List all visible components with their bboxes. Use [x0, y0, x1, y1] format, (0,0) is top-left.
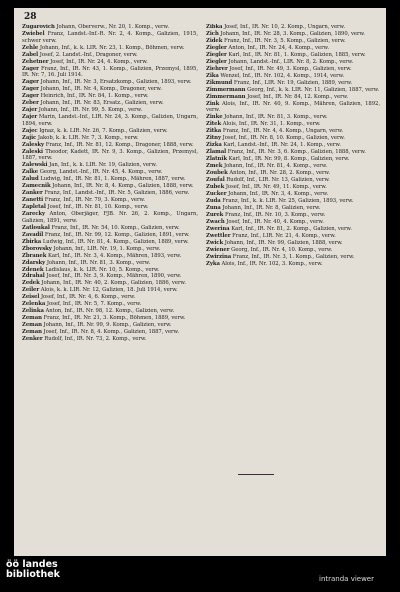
entry-text: Georg, Inf., IR. Nr. 4, 10. Komp., verw.	[231, 247, 333, 254]
entry-text: Georg, Inf., k. k. LIR. Nr. 11, Galizien, 1887, verw.	[247, 86, 380, 93]
list-item	[22, 308, 198, 315]
list-item	[22, 329, 198, 336]
list-item	[22, 66, 198, 79]
entry-text: Theodor, Kadett, IR. Nr. 9, 3. Komp., Galizien, Przemysl, 1887, verw.	[22, 148, 198, 162]
entry-text: Karl, Landst.-Inf., IR. Nr. 24, 1. Komp., verw.	[223, 142, 341, 149]
entry-name: Zlamal	[206, 149, 227, 156]
list-item	[206, 240, 380, 247]
list-item	[206, 80, 380, 87]
list-item	[22, 190, 198, 197]
entry-text: Franz, Inf., LIR. Nr. 19, Galizien, 1889, verw.	[233, 79, 353, 86]
list-item	[22, 142, 198, 149]
entry-text: Johann, Inf., IR. Nr. 99, Galizien, 1888, verw.	[224, 240, 343, 247]
list-item	[206, 261, 380, 268]
list-item	[22, 301, 198, 308]
entry-name: Zelinka	[22, 308, 44, 315]
list-item	[22, 24, 198, 31]
list-item	[206, 247, 380, 254]
list-item	[22, 336, 198, 343]
entry-name: Zajec	[22, 127, 38, 134]
list-item	[22, 197, 198, 204]
list-item	[206, 219, 380, 226]
list-item	[22, 232, 198, 239]
viewer-label: intranda viewer	[319, 575, 374, 583]
entry-text: Wenzel, Inf., IR. Nr. 102, 4. Komp., 1914, verw.	[220, 72, 345, 79]
entry-name: Zich	[206, 30, 219, 37]
entry-name: Zitny	[206, 135, 222, 142]
list-item	[206, 212, 380, 219]
list-item	[22, 107, 198, 114]
list-item	[22, 204, 198, 211]
list-item	[206, 38, 380, 45]
entry-name: Zanetti	[22, 197, 44, 204]
list-item	[22, 79, 198, 86]
entry-text: Ludwig, Inf., IR. Nr. 81, 1. Komp., Mähren, 1887, verw.	[40, 176, 186, 183]
entry-name: Zizka	[206, 142, 222, 149]
entry-name: Zinke	[206, 114, 223, 121]
entry-text: Josef, Inf., IR. Nr. 40, 4. Komp., verw.	[226, 219, 324, 226]
list-item	[206, 170, 380, 177]
entry-text: Josef, Inf., IR. Nr. 4, 6. Komp., verw.	[40, 294, 136, 301]
entry-name: Ziehrer	[206, 65, 228, 72]
list-item	[206, 198, 380, 205]
entry-text: Karl, Inf., IR. Nr. 99, 8. Komp., Galizien, verw.	[228, 156, 350, 163]
entry-text: Johann, Inf., IR. Nr. 83, Ersatz., Galizien, verw.	[40, 100, 164, 107]
entry-name: Zwiebel	[22, 30, 45, 37]
entry-text: Josef, Inf., IR. Nr. 3, 9. Komp., Mähren, 1890, verw.	[46, 273, 182, 280]
entry-text: Franz, Inf., IR. Nr. 3, 6. Komp., Galizien, 1888, verw.	[227, 149, 366, 156]
list-item	[206, 142, 380, 149]
entry-name: Zimmermann	[206, 93, 246, 100]
entry-text: Franz, Landst.-Inf.-R. Nr. 2, 4. Komp., Galizien, 1915, schwer verw.	[22, 30, 198, 44]
list-item	[206, 128, 380, 135]
entry-text: Ignaz, k. k. LIR. Nr. 26, 7. Komp., Galizien, verw.	[39, 127, 168, 134]
list-item	[22, 273, 198, 280]
entry-name: Zalud	[22, 176, 39, 183]
entry-text: Alois, Inf., IR. Nr. 40, 9. Komp., Mähren, Galizien, 1892, verw.	[206, 100, 380, 114]
list-item	[206, 226, 380, 233]
entry-name: Zelenka	[22, 301, 46, 308]
list-item	[22, 211, 198, 224]
entry-text: Heinrich, Inf., IR. Nr. 84, 1. Komp., verw.	[40, 93, 149, 100]
list-item	[22, 280, 198, 287]
entry-text: Josef, Inf., IR. Nr. 81, 10. Komp., verw.	[47, 204, 149, 211]
entry-text: Franz, Inf., IR. Nr. 43, 1. Komp., Galizien, Przemysl, 1895, IR. Nr. 7, 16. Juli 1914.	[22, 65, 198, 79]
entry-text: Marin, Landst.-Inf., LIR. Nr. 24, 3. Komp., Galizien, Ungarn, 1894, verw.	[22, 114, 198, 127]
list-item	[206, 254, 380, 261]
list-item	[22, 128, 198, 135]
entry-text: Franz, Inf., IR. Nr. 4, 4. Komp., Ungarn, verw.	[222, 128, 344, 135]
entry-name: Zitek	[206, 121, 222, 128]
entry-name: Zitka	[206, 128, 222, 135]
list-item	[206, 73, 380, 80]
entry-text: Alois, Inf., IR. Nr. 31, 1. Komp., verw.	[222, 121, 321, 128]
list-item	[206, 66, 380, 73]
list-item	[22, 114, 198, 127]
list-item	[22, 253, 198, 260]
entry-name: Zoubek	[206, 170, 228, 177]
entry-text: Franz, Inf., k. k. LIR. Nr. 25, Galizien, 1893, verw.	[222, 198, 354, 205]
entry-name: Zubek	[206, 184, 225, 191]
list-item	[206, 156, 380, 163]
page-number: 28	[24, 12, 37, 22]
entry-name: Zwirzina	[206, 254, 232, 261]
entry-name: Zavadil	[22, 231, 44, 238]
entry-text: Rudolf, Inf., IR. Nr. 73, 2. Komp., verw.	[44, 336, 147, 343]
entry-text: Franz, Inf., IR. Nr. 3, 1. Komp., Galizien, verw.	[232, 254, 355, 261]
entry-name: Zajic	[22, 134, 37, 141]
list-item	[22, 315, 198, 322]
list-item	[22, 246, 198, 253]
entry-text: Franz, Inf., IR. Nr. 99, 12. Komp., Galizien, 1891, verw.	[44, 231, 190, 238]
entry-text: Franz, Inf., IR. Nr. 21, 3. Komp., Böhmen, 1889, verw.	[43, 315, 186, 322]
entry-text: Johann, Landst.-Inf., LIR. Nr. 8, 2. Komp., verw.	[228, 58, 354, 65]
list-item	[206, 135, 380, 142]
entry-text: Johann, Inf., IR. Nr. 81, 4. Komp., verw.	[223, 163, 328, 170]
list-item	[22, 176, 198, 183]
entry-name: Zajer	[22, 114, 38, 121]
list-item	[206, 101, 380, 114]
entry-text: Anton, Inf., IR. Nr. 24, 4. Komp., verw.	[228, 44, 330, 51]
list-item	[206, 87, 380, 94]
entry-text: Johann, Inf., IR. Nr. 99, 5. Komp., verw.	[38, 107, 143, 114]
entry-text: Anton, Oberjäger, FJB. Nr. 26, 2. Komp., Ungarn, Galizien, 1891, verw.	[22, 211, 198, 224]
entry-text: Josef, Inf., IR. Nr. 24, 4. Komp., verw.	[50, 58, 148, 65]
entry-name: Zalesky	[22, 141, 45, 148]
list-item	[22, 45, 198, 52]
entry-text: Josef, 2. Landst.-Inf., Dragoner, verw.	[39, 51, 138, 58]
entry-name: Zborovsky	[22, 245, 52, 252]
entry-text: Josef, Inf., IR. Nr. 8, 10. Komp., Galizien, verw.	[222, 135, 345, 142]
list-item	[22, 267, 198, 274]
entry-text: Johann, Inf., IR. Nr. 3, Ersatzkomp., Galizien, 1893, verw.	[40, 79, 192, 86]
entry-name: Zaleski	[22, 148, 43, 155]
list-item	[22, 52, 198, 59]
list-item	[206, 94, 380, 101]
list-item	[206, 114, 380, 121]
entry-name: Zatloukal	[22, 224, 50, 231]
entry-name: Zager	[22, 65, 39, 72]
entry-name: Zyka	[206, 261, 220, 268]
entry-text: Jakob, k. k. LIR. Nr. 7, 3. Komp., verw.	[37, 134, 139, 141]
entry-text: Johann, Oberverw., Nr. 20, 1. Komp., verw.	[56, 24, 169, 30]
list-item	[22, 31, 198, 44]
list-item	[22, 260, 198, 267]
entry-text: Rudolf, Inf., LIR. Nr. 13, Galizien, verw.	[226, 177, 330, 184]
entry-name: Zabel	[22, 51, 39, 58]
entry-name: Zdrahal	[22, 273, 45, 280]
list-item	[22, 225, 198, 232]
library-logo	[6, 560, 60, 580]
entry-text: Ladislaus, k. k. LIR. Nr. 10, 5. Komp., verw.	[45, 266, 160, 273]
entry-text: Franz, Inf., IR. Nr. 10, 3. Komp., verw.	[224, 212, 326, 219]
entry-text: Johann, Inf., k. k. LIR. Nr. 23, 1. Komp., Böhmen, verw.	[39, 44, 185, 51]
entry-name: Zedek	[22, 280, 40, 287]
entry-name: Zurek	[206, 212, 224, 219]
entry-name: Zidek	[206, 37, 223, 44]
entry-name: Zehetner	[22, 58, 49, 65]
list-item	[206, 177, 380, 184]
entry-name: Ziegler	[206, 51, 227, 58]
list-item	[22, 287, 198, 294]
entry-name: Zuda	[206, 198, 221, 205]
entry-text: Alois, Inf., IR. Nr. 102, 3. Komp., verw.	[221, 261, 323, 268]
entry-name: Zlatnik	[206, 156, 227, 163]
entry-text: Johann, Inf., IR. Nr. 4, Komp., Dragoner, verw.	[40, 86, 162, 93]
entry-text: Johann, Inf., IR. Nr. 8, 4. Komp., Galizien, 1888, verw.	[52, 183, 194, 190]
left-column	[22, 24, 198, 544]
entry-name: Zmek	[206, 163, 223, 170]
list-item	[22, 93, 198, 100]
entry-text: Johann, Inf., IR. Nr. 99, 9. Komp., Galizien, verw.	[43, 322, 172, 329]
entry-text: Anton, Inf., IR. Nr. 98, 12. Komp., Galizien, verw.	[45, 308, 175, 315]
entry-name: Zeman	[22, 315, 42, 322]
entry-name: Zwick	[206, 240, 224, 247]
list-item	[206, 163, 380, 170]
entry-text: Johann, Inf., IR. Nr. 81, 3. Komp., verw.	[46, 259, 151, 266]
entry-name: Zeisel	[22, 294, 40, 301]
list-item	[22, 322, 198, 329]
entry-text: Karl, Inf., IR. Nr. 81, 1. Komp., Galizien, 1885, verw.	[228, 51, 366, 58]
entry-text: Johann, Inf., IR. Nr. 81, 3. Komp., verw.	[224, 114, 328, 121]
entry-name: Zager	[22, 93, 39, 100]
entry-text: Franz, Inf., IR. Nr. 81, 12. Komp., Dragoner, 1888, verw.	[45, 141, 194, 148]
entry-name: Zikmund	[206, 79, 233, 86]
entry-text: Ludwig, Inf., IR. Nr. 81, 4. Komp., Galizien, 1889, verw.	[42, 238, 189, 245]
entry-text: Anton, Inf., IR. Nr. 28, 2. Komp., verw.	[229, 170, 330, 177]
list-item	[206, 31, 380, 38]
entry-name: Zbranek	[22, 252, 47, 259]
list-item	[206, 149, 380, 156]
entry-text: Josef, Inf., IR. Nr. 84, 12. Komp., verw.	[247, 93, 349, 100]
list-item	[206, 233, 380, 240]
list-item	[22, 100, 198, 107]
list-item	[206, 205, 380, 212]
entry-text: Franz, Inf., LIR. Nr. 21, 4. Komp., verw.	[232, 233, 336, 240]
entry-name: Zwettler	[206, 233, 231, 240]
list-item	[22, 183, 198, 190]
entry-text: Johann, Inf., LIR. Nr. 19, 1. Komp., verw.	[53, 245, 161, 252]
entry-name: Zalewski	[22, 162, 48, 169]
list-item	[22, 86, 198, 93]
entry-text: Johann, Inf., IR. Nr. 8, Galizien, verw.	[222, 205, 321, 212]
logo-line-1: öö landes	[6, 559, 58, 570]
entry-text: Franz, Inf., IR. Nr. 3, 5. Komp., Galizien, verw.	[224, 37, 346, 44]
entry-name: Zajer	[22, 107, 38, 114]
entry-name: Zarecky	[22, 211, 46, 218]
entry-name: Zuna	[206, 205, 221, 212]
document-page	[14, 8, 386, 556]
entry-name: Zenker	[22, 336, 43, 343]
list-item	[22, 149, 198, 162]
list-item	[22, 169, 198, 176]
entry-name: Ziegler	[206, 44, 227, 51]
entry-text: Karl, Inf., IR. Nr. 81, 2. Komp., Galizien, verw.	[231, 226, 352, 233]
entry-name: Zalke	[22, 169, 39, 176]
list-item	[206, 59, 380, 66]
entry-name: Zeiler	[22, 287, 40, 294]
entry-name: Zamecnik	[22, 183, 51, 190]
entry-text: Alois, k. k. LIR. Nr. 12, Galizien, 18. Juli 1914, verw.	[40, 287, 178, 294]
entry-name: Zika	[206, 72, 219, 79]
section-divider	[238, 474, 274, 475]
entry-name: Zwach	[206, 219, 225, 226]
list-item	[22, 162, 198, 169]
entry-name: Zager	[22, 79, 39, 86]
entry-text: Karl, Inf., IR. Nr. 3, 4. Komp., Mähren, 1893, verw.	[47, 252, 182, 259]
entry-name: Zibka	[206, 24, 223, 30]
entry-text: Josef, Inf., IR. Nr. 5, 7. Komp., verw.	[46, 301, 142, 308]
list-item	[206, 121, 380, 128]
entry-text: Johann, Inf., IR. Nr. 3, 4. Komp., verw.	[228, 191, 329, 198]
entry-name: Zdenek	[22, 266, 44, 273]
list-item	[206, 184, 380, 191]
entry-text: Johann, Inf., IR. Nr. 28, 3. Komp., Galizien, 1890, verw.	[220, 30, 365, 37]
list-item	[22, 135, 198, 142]
entry-name: Zink	[206, 100, 220, 107]
entry-name: Ziegler	[206, 58, 227, 65]
entry-name: Zapletal	[22, 204, 46, 211]
list-item	[206, 24, 380, 31]
list-item	[22, 294, 198, 301]
entry-name: Zeman	[22, 329, 42, 336]
entry-name: Zbirka	[22, 238, 42, 245]
entry-text: Franz, Inf., Landst.-Inf., IR. Nr. 5, Galizien, 1886, verw.	[44, 190, 190, 197]
entry-name: Zeber	[22, 100, 39, 107]
logo-line-2: bibliothek	[6, 569, 60, 580]
entry-name: Zoufal	[206, 177, 225, 184]
entry-name: Zehle	[22, 44, 39, 51]
entry-name: Zdarsky	[22, 259, 46, 266]
entry-name: Zwerina	[206, 226, 230, 233]
entry-text: Josef, Inf., IR. Nr. 49, 11. Komp., verw.	[225, 184, 327, 191]
right-column	[206, 24, 380, 544]
list-item	[22, 239, 198, 246]
entry-name: Zager	[22, 86, 39, 93]
viewer-footer	[0, 556, 400, 592]
entry-text: Josef, Inf., IR. Nr. 10, 2. Komp., Ungarn, verw.	[224, 24, 346, 30]
entry-text: Johann, Inf., IR. Nr. 40, 2. Komp., Galizien, 1886, verw.	[41, 280, 186, 287]
entry-name: Zucker	[206, 191, 227, 198]
list-item	[22, 59, 198, 66]
list-item	[206, 52, 380, 59]
list-item	[206, 191, 380, 198]
entry-text: Georg, Landst.-Inf., IR. Nr. 45, 4. Komp., verw.	[39, 169, 163, 176]
entry-name: Zimmermann	[206, 86, 246, 93]
entry-text: Franz, Inf., IR. Nr. 79, 3. Komp., verw.	[44, 197, 145, 204]
list-item	[206, 45, 380, 52]
entry-name: Zanker	[22, 190, 43, 197]
entry-name: Zwiener	[206, 247, 230, 254]
entry-text: Josef, Inf., IR. Nr. 8, 4. Komp., Galizien, 1887, verw.	[43, 329, 180, 336]
entry-text: Josef, Inf., IR. Nr. 49, 3. Komp., Galizien, verw.	[229, 65, 352, 72]
entry-name: Zeman	[22, 322, 42, 329]
entry-text: Franz, Inf., IR. Nr. 54, 10. Komp., Galizien, verw.	[51, 224, 180, 231]
entry-text: Jan, Inf., k. k. LIR. Nr. 19, Galizien, verw.	[49, 162, 157, 169]
entry-name: Zugarovich	[22, 24, 55, 30]
